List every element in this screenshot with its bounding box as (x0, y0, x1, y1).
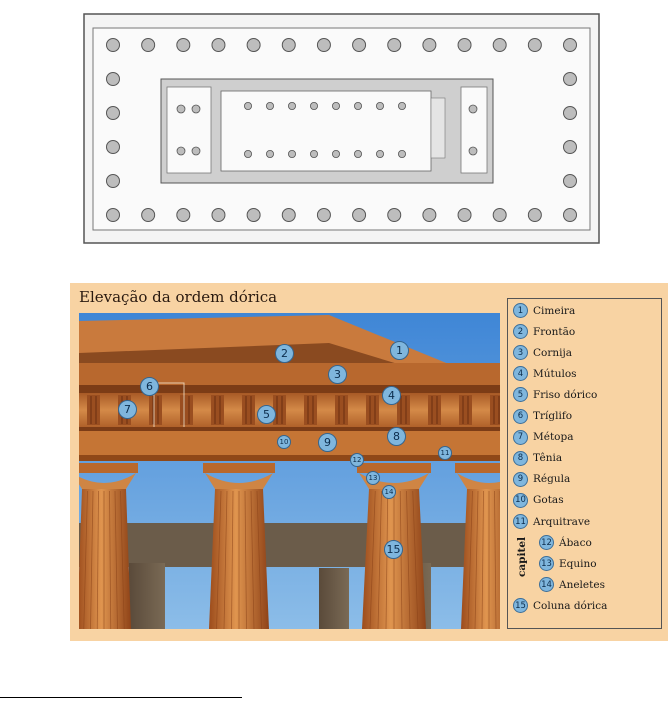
triglyph (149, 395, 162, 425)
plan-column (564, 209, 577, 222)
legend-number: 13 (539, 556, 554, 571)
legend-number: 14 (539, 577, 554, 592)
back-column (129, 563, 165, 629)
legend-item (513, 472, 570, 487)
photo-callout: 10 (277, 435, 291, 449)
plan-column (423, 39, 436, 52)
capitel-bracket (514, 535, 530, 583)
photo-callout: 14 (382, 485, 396, 499)
legend-item (513, 387, 597, 402)
naos-column (354, 150, 361, 157)
photo-callout: 9 (318, 433, 337, 452)
plan-column (107, 175, 120, 188)
plan-column (317, 39, 330, 52)
naos-column (244, 150, 251, 157)
legend-item (513, 451, 562, 466)
naos-column (310, 102, 317, 109)
plan-column (177, 39, 190, 52)
legend-item (539, 577, 605, 592)
legend-item (513, 345, 572, 360)
porch-column (469, 147, 477, 155)
plan-column (564, 39, 577, 52)
naos-column (376, 102, 383, 109)
photo-callout: 2 (275, 344, 294, 363)
plan-column (247, 39, 260, 52)
plan-column (564, 175, 577, 188)
legend-label: Gotas (533, 494, 564, 507)
plan-column (353, 209, 366, 222)
architrave-shadow (79, 455, 500, 461)
plan-column (247, 209, 260, 222)
legend-number: 10 (513, 493, 528, 508)
legend-item (513, 303, 575, 318)
plan-column (107, 107, 120, 120)
legend-number: 5 (513, 387, 528, 402)
elevation-panel (70, 283, 668, 641)
legend-item (539, 556, 597, 571)
plan-column (212, 39, 225, 52)
photo-callout: 1 (390, 341, 409, 360)
naos-column (266, 150, 273, 157)
legend-number: 7 (513, 430, 528, 445)
legend-number: 8 (513, 451, 528, 466)
plan-column (177, 209, 190, 222)
back-column (319, 568, 349, 629)
porch-column (192, 147, 200, 155)
legend-label: Friso dórico (533, 388, 598, 401)
porch-column (177, 147, 185, 155)
legend-number: 4 (513, 366, 528, 381)
photo-callout: 4 (382, 386, 401, 405)
legend-number: 1 (513, 303, 528, 318)
legend-label: Régula (533, 473, 571, 486)
triglyph (428, 395, 441, 425)
plan-column (107, 39, 120, 52)
plan-opisthodomos (461, 87, 487, 173)
taenia (79, 427, 500, 431)
photo-callout: 5 (257, 405, 276, 424)
plan-column (107, 73, 120, 86)
plan-column (528, 209, 541, 222)
legend-label: Coluna dórica (533, 599, 608, 612)
plan-column (282, 209, 295, 222)
footnote-rule (0, 697, 242, 698)
naos-column (310, 150, 317, 157)
legend-number: 6 (513, 409, 528, 424)
legend-item (513, 409, 572, 424)
naos-column (332, 102, 339, 109)
legend-item (513, 514, 590, 529)
naos-column (376, 150, 383, 157)
legend-number: 3 (513, 345, 528, 360)
legend-label: Tríglifo (533, 410, 573, 422)
naos-column (354, 102, 361, 109)
triglyph (366, 395, 379, 425)
capitel-label: capitel (516, 536, 528, 578)
legend-label: Arquitrave (533, 515, 591, 528)
photo-callout: 11 (438, 446, 452, 460)
naos-column (288, 102, 295, 109)
plan-column (212, 209, 225, 222)
triglyph (335, 395, 348, 425)
plan-column (528, 39, 541, 52)
photo-callout: 15 (384, 540, 403, 559)
porch-column (192, 105, 200, 113)
photo-callout: 8 (387, 427, 406, 446)
legend-item (513, 493, 564, 508)
legend-item (539, 535, 592, 550)
abacus (79, 463, 138, 473)
plan-column (388, 39, 401, 52)
plan-door (431, 98, 445, 158)
legend-item (513, 430, 574, 445)
triglyph (180, 395, 193, 425)
legend-number: 9 (513, 472, 528, 487)
plan-column (107, 209, 120, 222)
legend-item (513, 598, 607, 613)
temple-floor-plan (83, 13, 600, 244)
plan-column (107, 141, 120, 154)
legend-number: 15 (513, 598, 528, 613)
plan-column (142, 209, 155, 222)
legend-label: Métopa (533, 431, 574, 444)
triglyph (459, 395, 472, 425)
abacus (455, 463, 500, 473)
legend-label: Equino (559, 557, 597, 570)
plan-column (317, 209, 330, 222)
plan-column (282, 39, 295, 52)
plan-column (423, 209, 436, 222)
photo-callout: 6 (140, 377, 159, 396)
plan-column (493, 39, 506, 52)
legend-label: Cornija (533, 346, 573, 359)
naos-column (398, 150, 405, 157)
legend-label: Frontão (533, 325, 576, 338)
triglyph (304, 395, 317, 425)
plan-column (353, 39, 366, 52)
legend (507, 298, 662, 629)
legend-item (513, 324, 575, 339)
legend-number: 12 (539, 535, 554, 550)
photo-callout: 12 (350, 453, 364, 467)
naos-column (288, 150, 295, 157)
legend-item (513, 366, 577, 381)
plan-column (458, 39, 471, 52)
legend-label: Aneletes (559, 578, 605, 591)
abacus (203, 463, 275, 473)
plan-column (564, 107, 577, 120)
plan-column (142, 39, 155, 52)
legend-number: 11 (513, 514, 528, 529)
photo-callout: 13 (366, 471, 380, 485)
triglyph (242, 395, 255, 425)
legend-label: Cimeira (533, 304, 576, 317)
photo-callout: 3 (328, 365, 347, 384)
legend-number: 2 (513, 324, 528, 339)
legend-label: Tênia (533, 452, 563, 465)
naos-column (332, 150, 339, 157)
naos-column (398, 102, 405, 109)
plan-column (458, 209, 471, 222)
legend-label: Ábaco (559, 536, 592, 549)
porch-column (469, 105, 477, 113)
legend-label: Mútulos (533, 367, 577, 380)
triglyph (87, 395, 100, 425)
plan-column (564, 141, 577, 154)
plan-column (388, 209, 401, 222)
triglyph (211, 395, 224, 425)
naos-column (266, 102, 273, 109)
plan-pronaos (167, 87, 211, 173)
back-entablature (79, 523, 500, 567)
porch-column (177, 105, 185, 113)
plan-column (493, 209, 506, 222)
column-shaft (461, 489, 500, 629)
naos-column (244, 102, 251, 109)
photo-callout: 7 (118, 400, 137, 419)
plan-column (564, 73, 577, 86)
elevation-title: Elevação da ordem dórica (79, 288, 278, 306)
